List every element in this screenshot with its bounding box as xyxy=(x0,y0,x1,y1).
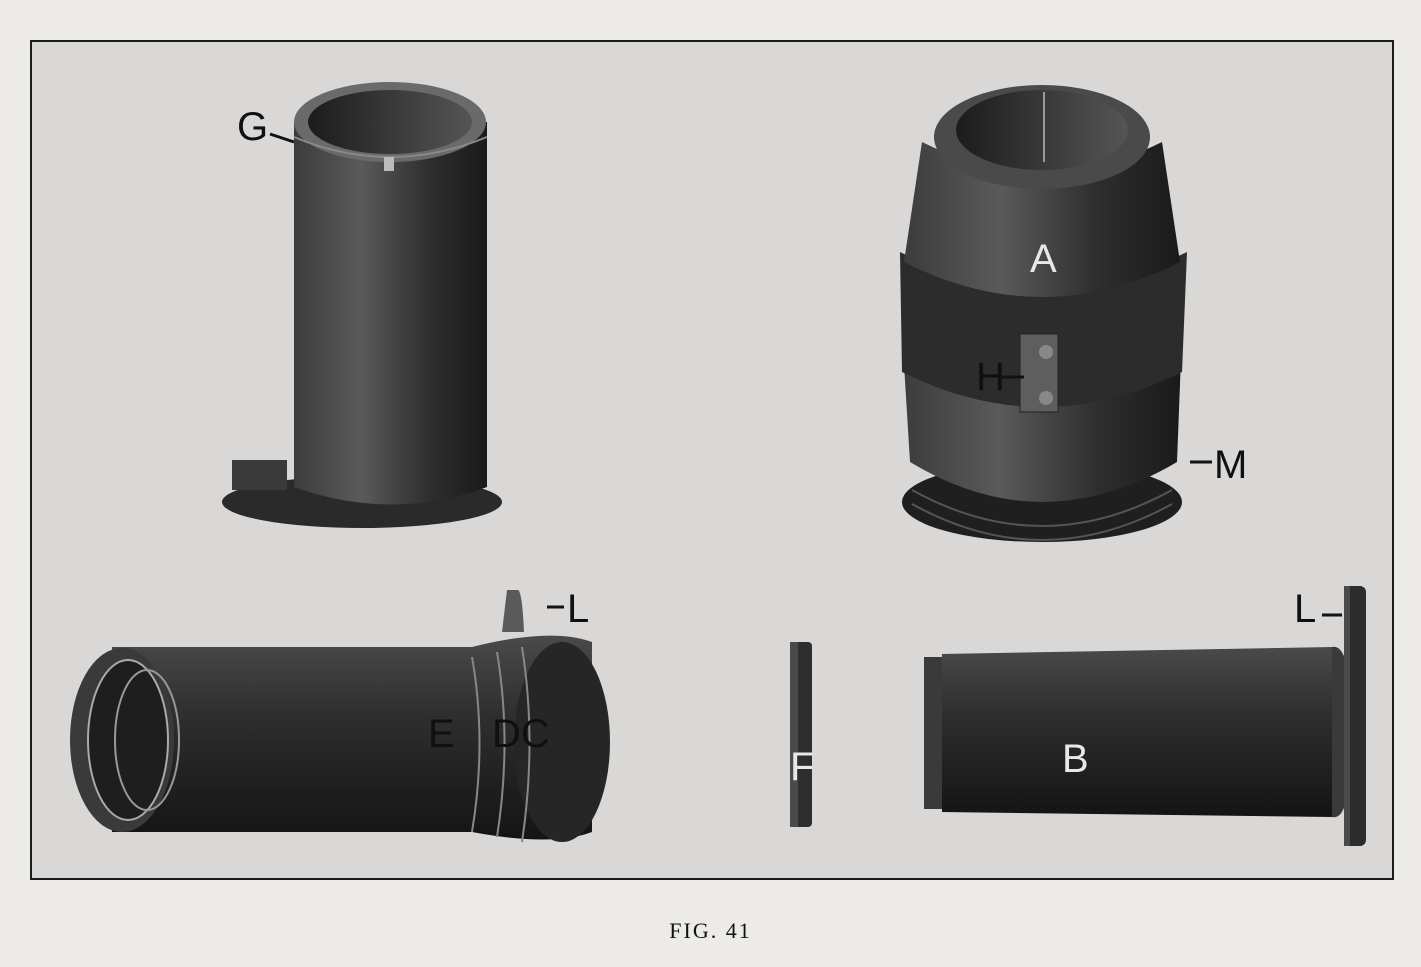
label-f: F xyxy=(790,745,815,789)
label-g: G xyxy=(237,105,269,149)
label-h: H xyxy=(976,355,1005,399)
label-m: M xyxy=(1214,443,1248,487)
photo-plate xyxy=(30,40,1394,880)
figure-caption: FIG. 41 xyxy=(669,918,752,943)
part-a-sleeve xyxy=(900,85,1187,542)
part-f-ring xyxy=(790,642,815,827)
plate-illustration xyxy=(32,42,1394,880)
label-l-right: L xyxy=(1294,587,1317,631)
label-l-left: L xyxy=(567,587,590,631)
label-a: A xyxy=(1030,237,1057,281)
label-dc: DC xyxy=(492,712,550,756)
label-b: B xyxy=(1062,737,1089,781)
label-e: E xyxy=(428,712,455,756)
